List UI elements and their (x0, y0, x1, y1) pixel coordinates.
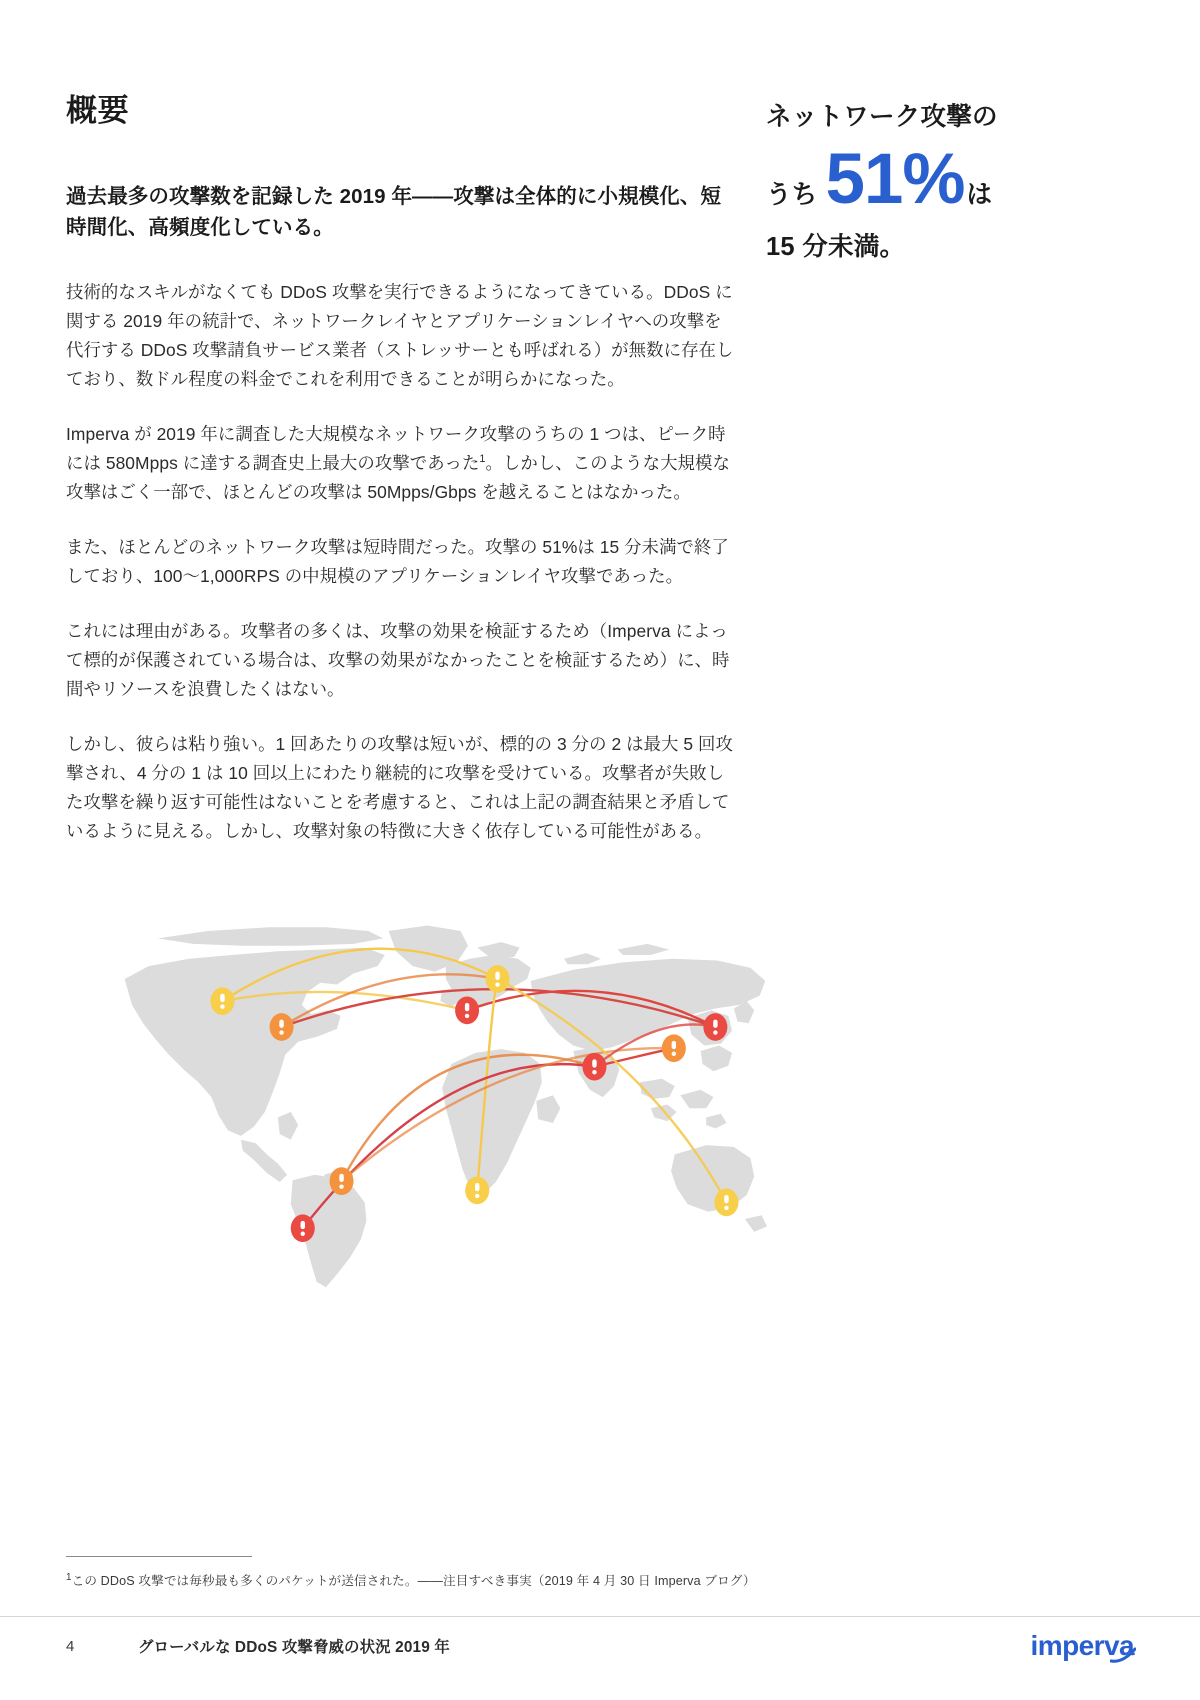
marker-europe-west[interactable] (455, 997, 479, 1025)
footnote-marker: 1 (66, 1571, 72, 1583)
callout-prefix: うち (766, 181, 818, 210)
body-paragraph-2 (66, 420, 738, 507)
callout-line-3: 15 分未満。 (766, 232, 906, 261)
footer-page-number: 4 (66, 1637, 75, 1655)
paragraph-2-text-after-footnote: 。しかし、このような大規模な攻撃はごく一部で、ほとんどの攻撃は 50Mpps/Gbps を越えることはなかった。 (66, 452, 730, 502)
imperva-logo[interactable] (1031, 1632, 1134, 1660)
imperva-logo-swoosh-icon (1110, 1647, 1136, 1663)
marker-asia-south[interactable] (582, 1053, 606, 1081)
world-attack-map (60, 852, 780, 1322)
callout-suffix: は (966, 181, 993, 210)
marker-samerica-east[interactable] (291, 1214, 315, 1242)
footnote-divider (66, 1556, 252, 1557)
body-paragraph-4: これには理由がある。攻撃者の多くは、攻撃の効果を検証するため（Imperva によって標的が保護されている場合は、攻撃の効果がなかったことを検証するため）に、時間やリソースを浪費したくはない。 (66, 621, 730, 700)
footer-document-title: グローバルな DDoS 攻撃脅威の状況 2019 年 (138, 1639, 450, 1656)
page-title: 概要 (66, 93, 130, 128)
marker-asia-central[interactable] (662, 1034, 686, 1062)
marker-africa-south[interactable] (465, 1177, 489, 1205)
marker-us-west[interactable] (210, 987, 234, 1015)
body-paragraph-5: しかし、彼らは粘り強い。1 回あたりの攻撃は短いが、標的の 3 分の 2 は最大 5 回攻撃され、4 分の 1 は 10 回以上にわたり継続的に攻撃を受けている。攻撃者が失敗した攻撃を繰り返す可能性はないことを考慮すると、これは上記の調査結果と矛盾しているように見える。しかし、攻撃対象の特徴に大きく依存している可能性がある。 (66, 734, 733, 842)
lede-paragraph: 過去最多の攻撃数を記録した 2019 年——攻撃は全体的に小規模化、短時間化、高頻度化している。 (66, 185, 722, 240)
paragraph-2-text-before-footnote: Imperva が 2019 年に調査した大規模なネットワーク攻撃のうちの 1 つは、ピーク時には 580Mpps に達する調査史上最大の攻撃であった (66, 423, 726, 473)
body-paragraph-3: また、ほとんどのネットワーク攻撃は短時間だった。攻撃の 51%は 15 分未満で終了しており、100〜1,000RPS の中規模のアプリケーションレイヤ攻撃であった。 (66, 536, 729, 586)
marker-us-central[interactable] (270, 1013, 294, 1041)
statistic-callout (766, 98, 1146, 266)
footer-divider (0, 1616, 1200, 1617)
footnote-text: この DDoS 攻撃では毎秒最も多くのパケットが送信された。——注目すべき事実（2019 年 4 月 30 日 Imperva ブログ） (71, 1574, 756, 1588)
marker-samerica-west[interactable] (330, 1167, 354, 1195)
body-paragraph-1: 技術的なスキルがなくても DDoS 攻撃を実行できるようになってきている。DDoS に関する 2019 年の統計で、ネットワークレイヤとアプリケーションレイヤへの攻撃を代行する DDoS 攻撃請負サービス業者（ストレッサーとも呼ばれる）が無数に存在しており、数ドル程度の料金でこれを利用できることが明らかになった。 (66, 281, 734, 389)
imperva-logo-text: imperva (1030, 1630, 1134, 1661)
callout-line-2 (766, 140, 1146, 220)
marker-oceania[interactable] (714, 1189, 738, 1217)
marker-asia-east[interactable] (703, 1013, 727, 1041)
footnote (66, 1572, 926, 1591)
callout-line-1: ネットワーク攻撃の (766, 103, 998, 131)
main-content-column (66, 92, 738, 873)
marker-europe-north[interactable] (486, 965, 510, 993)
callout-stat-value: 51% (825, 140, 965, 220)
page-footer (66, 1632, 1134, 1660)
footnote-reference-marker[interactable]: 1 (479, 453, 486, 466)
